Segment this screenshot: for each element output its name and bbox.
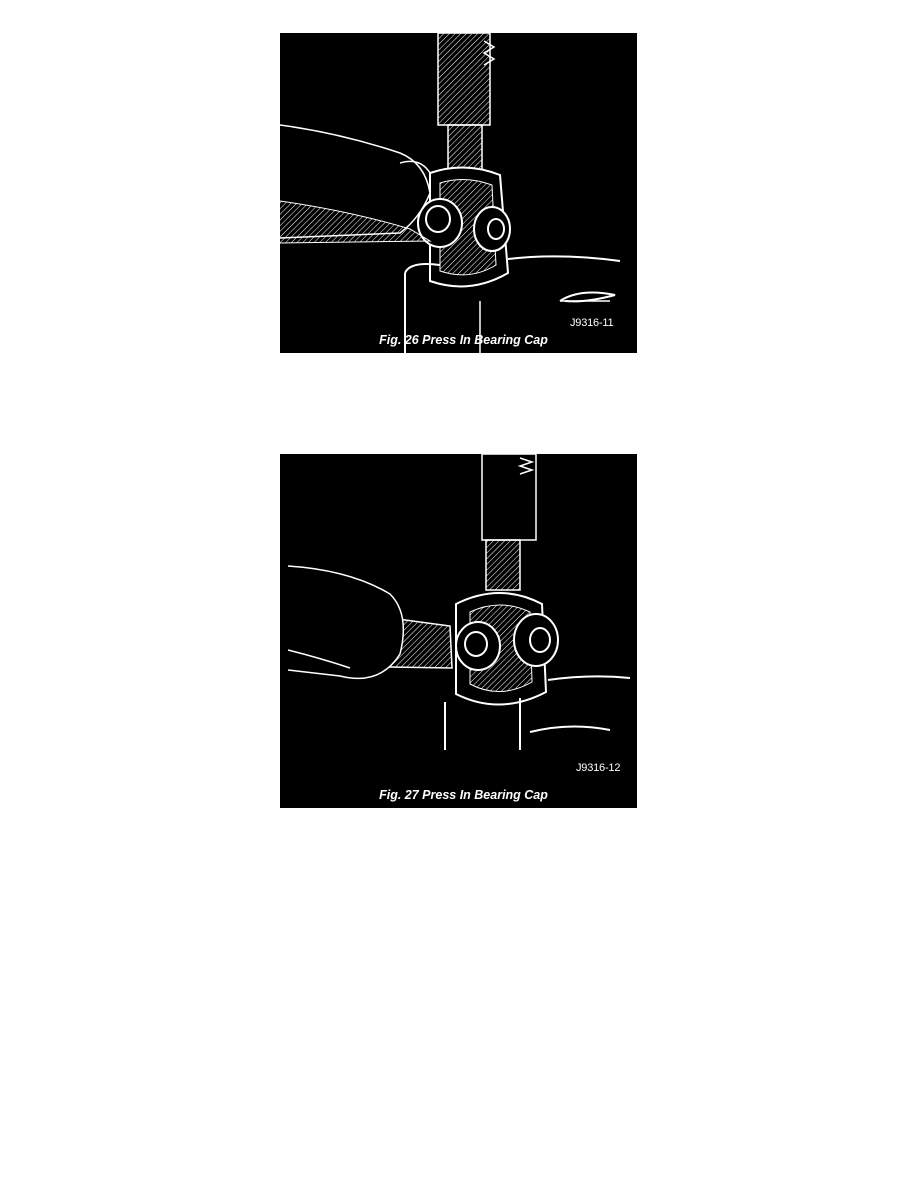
- figure-id-label: J9316-12: [576, 762, 621, 774]
- bearing-cap-press-illustration-2: [280, 454, 637, 808]
- figure-26: [280, 33, 637, 353]
- figure-caption: Fig. 27 Press In Bearing Cap: [379, 788, 548, 802]
- figure-caption: Fig. 26 Press In Bearing Cap: [379, 333, 548, 347]
- figure-27: [280, 454, 637, 808]
- figure-id-label: J9316-11: [570, 317, 614, 329]
- bearing-cap-press-illustration-1: [280, 33, 637, 353]
